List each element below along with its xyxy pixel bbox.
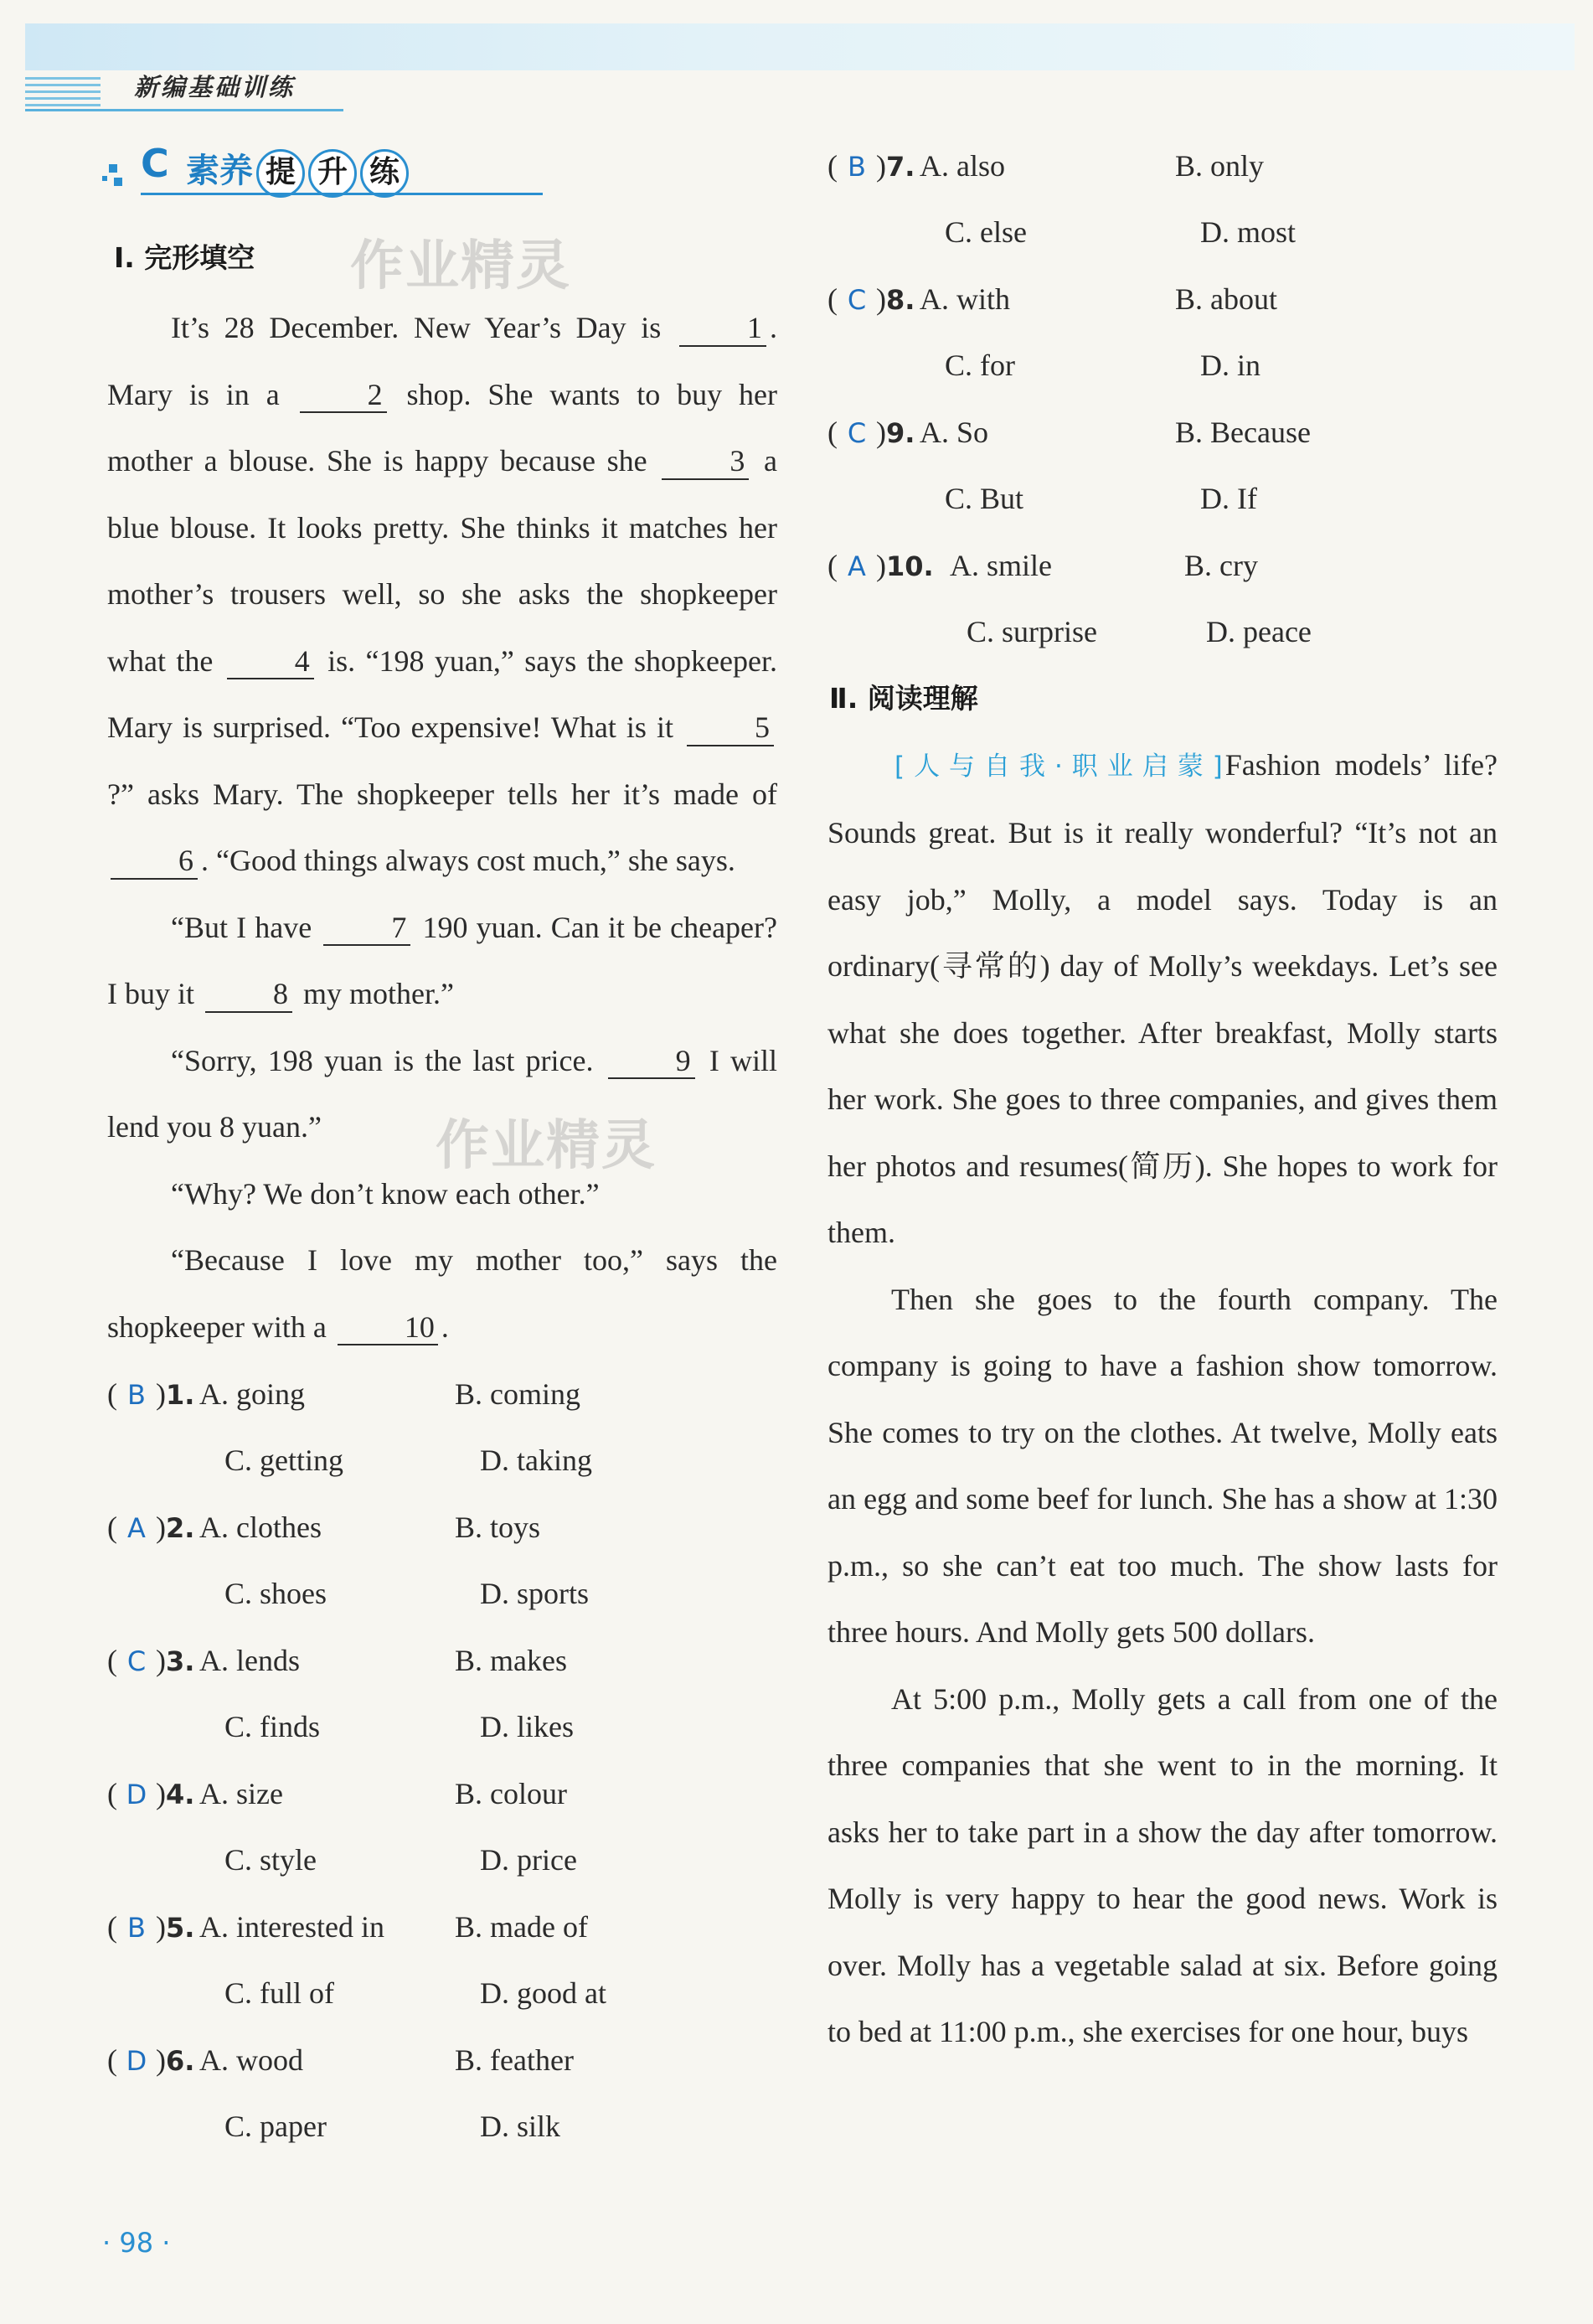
answer-mark: A	[127, 1511, 146, 1544]
answer-bracket: ( B )5.	[107, 1909, 195, 1944]
section-title-cloze: Ⅰ. 完形填空	[114, 241, 255, 274]
question-row	[827, 399, 1498, 466]
option-d: D. likes	[480, 1710, 574, 1744]
blank-3: 3	[662, 445, 749, 480]
option-a: A. clothes	[199, 1510, 322, 1544]
question-number: 9.	[886, 416, 915, 449]
passage-paragraph: “Sorry, 198 yuan is the last price. 9 I will lend you 8 yuan.”	[107, 1043, 777, 1144]
question-row	[107, 2027, 777, 2094]
passage-paragraph: It’s 28 December. New Year’s Day is 1 . Mary is in a 2 shop. She wants to buy her mother a blouse. She is happy because she 3 a blue blouse. It looks pretty. She thinks it matches her mother’s trousers well, so she asks the shopkeeper what the 4 is. “198 yuan,” says the shopkeeper. Mary is surprised. “Too expensive! What is it 5?” asks Mary. The shopkeeper tells her it’s made of 6 . “Good things always cost much,” she says.	[107, 295, 777, 895]
reading-paragraph: At 5:00 p.m., Molly gets a call from one of the three companies that she went to in the morning. It asks her to take part in a show the day after tomorrow. Molly is very happy to hear the good news. Work is over. Molly has a vegetable salad at six. Before going to bed at 11:00 p.m., she exercises for one hour, buys	[827, 1681, 1498, 2048]
answer-mark: C	[847, 416, 867, 449]
page-number: · 98 ·	[102, 2227, 171, 2259]
option-b: B. made of	[455, 1909, 588, 1944]
banner-circled-char: 升	[308, 149, 357, 198]
passage-paragraph: “Why? We don’t know each other.”	[171, 1176, 600, 1211]
option-d: D. sports	[480, 1577, 590, 1611]
banner-underline	[141, 193, 543, 195]
answer-bracket: ( B )1.	[107, 1376, 195, 1411]
option-a: A. smile	[950, 548, 1052, 582]
blank-6: 6	[111, 844, 198, 880]
question-list	[107, 1361, 777, 2160]
banner-dots-icon	[102, 164, 127, 189]
cloze-passage	[107, 295, 777, 1361]
answer-mark: D	[126, 1778, 147, 1810]
option-b: B. only	[1175, 148, 1265, 183]
blank-4: 4	[227, 645, 314, 680]
option-b: B. Because	[1175, 415, 1311, 449]
watermark: 作业精灵	[436, 1115, 657, 1177]
answer-mark: B	[127, 1911, 146, 1944]
banner-circled-char: 提	[256, 149, 305, 198]
header-decoration	[25, 77, 101, 111]
blank-5: 5	[687, 711, 774, 746]
option-b: B. colour	[455, 1776, 567, 1810]
answer-bracket: ( A )2.	[107, 1510, 195, 1544]
option-c: C. finds	[224, 1710, 321, 1744]
left-column	[107, 295, 777, 2160]
blank-8: 8	[205, 978, 292, 1013]
option-d: D. silk	[480, 2110, 561, 2144]
theme-tag: [人与自我·职业启蒙]	[894, 751, 1225, 782]
option-c: C. style	[224, 1843, 317, 1877]
blank-9: 9	[608, 1045, 695, 1080]
question-row	[827, 132, 1498, 199]
option-c: C. But	[945, 482, 1024, 516]
option-a: A. going	[199, 1376, 305, 1411]
question-list	[827, 132, 1498, 665]
option-d: D. most	[1200, 215, 1297, 250]
header-band	[25, 23, 1575, 70]
answer-bracket: ( A )10.	[827, 548, 934, 582]
question-row	[827, 532, 1498, 599]
reading-paragraph: Then she goes to the fourth company. The company is going to have a fashion show tomorrow. She comes to try on the clothes. At twelve, Molly eats an egg and some beef for lunch. She has a show at 1:30 p.m., so she can’t eat too much. The show lasts for three hours. And Molly gets 500 dollars.	[827, 1282, 1498, 1649]
question-row	[827, 599, 1498, 666]
option-b: B. cry	[1184, 548, 1258, 582]
option-d: D. good at	[480, 1976, 606, 2011]
question-row	[107, 1561, 777, 1628]
answer-bracket: ( C )9.	[827, 415, 915, 449]
option-a: A. interested in	[199, 1909, 384, 1944]
question-number: 7.	[886, 150, 915, 183]
option-d: D. peace	[1206, 615, 1312, 649]
banner-letter: C	[141, 141, 169, 186]
question-number: 1.	[166, 1378, 195, 1411]
blank-2: 2	[300, 379, 387, 414]
answer-mark: C	[847, 283, 867, 316]
question-row	[107, 1428, 777, 1495]
banner-title-text: 素养	[186, 152, 253, 190]
answer-mark: B	[127, 1378, 146, 1411]
option-a: A. wood	[199, 2043, 303, 2077]
answer-bracket: ( B )7.	[827, 148, 915, 183]
question-number: 3.	[166, 1645, 195, 1677]
option-d: D. If	[1200, 482, 1257, 516]
question-row	[107, 1960, 777, 2027]
right-column	[827, 132, 1498, 2066]
option-a: A. also	[920, 148, 1005, 183]
option-c: C. surprise	[967, 615, 1097, 649]
banner-title	[186, 144, 409, 198]
option-d: D. price	[480, 1843, 577, 1877]
option-c: C. for	[945, 349, 1015, 383]
question-number: 6.	[166, 2044, 195, 2077]
question-row	[107, 1361, 777, 1428]
option-c: C. getting	[224, 1443, 343, 1478]
reading-passage	[827, 732, 1498, 2066]
book-title: 新编基础训练	[134, 73, 296, 101]
reading-paragraph: [人与自我·职业启蒙]Fashion models’ life? Sounds great. But is it really wonderful? “It’s not an easy job,” Molly, a model says. Today is an ordinary(寻常的) day of Molly’s weekdays. Let’s see what she does together. After breakfast, Molly starts her work. She goes to three companies, and gives them her photos and resumes(简历). She hopes to work for them.	[827, 747, 1498, 1249]
option-d: D. in	[1200, 349, 1260, 383]
blank-1: 1	[679, 312, 766, 347]
option-d: D. taking	[480, 1443, 592, 1478]
answer-mark: B	[848, 150, 866, 183]
answer-bracket: ( C )8.	[827, 281, 915, 316]
option-a: A. with	[920, 281, 1010, 316]
watermark: 作业精灵	[350, 235, 571, 297]
question-row	[107, 1494, 777, 1561]
passage-paragraph: “Because I love my mother too,” says the shopkeeper with a 10 .	[107, 1227, 777, 1361]
question-row	[827, 199, 1498, 266]
answer-bracket: ( D )4.	[107, 1776, 195, 1810]
option-a: A. lends	[199, 1643, 300, 1677]
question-row	[107, 1760, 777, 1827]
answer-bracket: ( C )3.	[107, 1643, 195, 1677]
answer-mark: A	[848, 550, 866, 582]
answer-bracket: ( D )6.	[107, 2043, 195, 2077]
option-a: A. So	[920, 415, 989, 449]
section-title-reading: Ⅱ. 阅读理解	[829, 682, 978, 715]
option-c: C. paper	[224, 2110, 327, 2144]
option-b: B. about	[1175, 281, 1277, 316]
option-c: C. else	[945, 215, 1027, 250]
question-row	[107, 1893, 777, 1960]
question-number: 4.	[166, 1778, 195, 1810]
question-row	[827, 266, 1498, 333]
question-row	[827, 466, 1498, 533]
question-row	[107, 1694, 777, 1761]
question-row	[107, 1627, 777, 1694]
option-b: B. coming	[455, 1376, 580, 1411]
blank-10: 10	[338, 1311, 438, 1346]
passage-paragraph: “But I have 7 190 yuan. Can it be cheaper? I buy it 8 my mother.”	[107, 895, 777, 1028]
question-number: 8.	[886, 283, 915, 316]
answer-mark: C	[126, 1645, 147, 1677]
question-row	[107, 2094, 777, 2161]
question-row	[107, 1827, 777, 1894]
blank-7: 7	[323, 912, 410, 947]
banner-circled-char: 练	[360, 149, 409, 198]
option-b: B. toys	[455, 1510, 541, 1544]
answer-mark: D	[126, 2044, 147, 2077]
question-number: 5.	[166, 1911, 195, 1944]
option-b: B. makes	[455, 1643, 567, 1677]
header-underline	[25, 109, 343, 111]
question-number: 10.	[886, 550, 934, 582]
option-b: B. feather	[455, 2043, 574, 2077]
question-number: 2.	[166, 1511, 195, 1544]
option-c: C. full of	[224, 1976, 334, 2011]
option-a: A. size	[199, 1776, 283, 1810]
question-row	[827, 333, 1498, 400]
option-c: C. shoes	[224, 1577, 327, 1611]
